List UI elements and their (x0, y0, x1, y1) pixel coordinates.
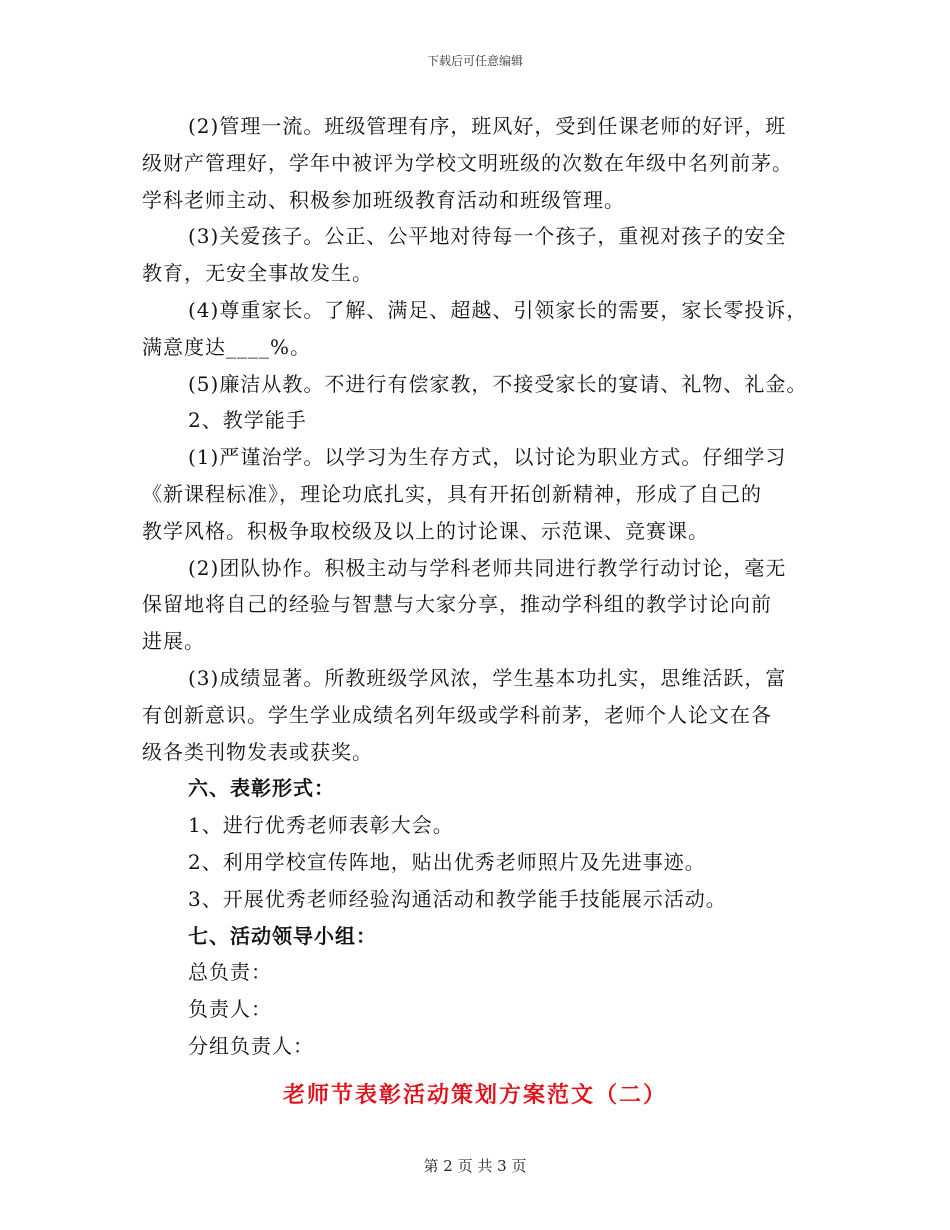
paragraph-line: (2)团队协作。积极主动与学科老师共同进行教学行动讨论，毫无 (188, 555, 787, 580)
list-item: 负责人： (188, 997, 272, 1022)
paragraph-line: (1)严谨治学。以学习为生存方式，以讨论为职业方式。仔细学习 (188, 445, 787, 470)
subsection-heading: 2、教学能手 (188, 408, 307, 433)
section-heading: 六、表彰形式： (188, 776, 335, 801)
list-item: 分组负责人： (188, 1033, 314, 1058)
paragraph-line: 《新课程标准》，理论功底扎实，具有开拓创新精神，形成了自己的 (142, 481, 762, 506)
paragraph-line: (4)尊重家长。了解、满足、超越、引领家长的需要，家长零投诉， (188, 297, 808, 322)
list-item: 3、开展优秀老师经验沟通活动和教学能手技能展示活动。 (188, 886, 727, 911)
list-item: 总负责： (188, 960, 272, 985)
header-note: 下载后可任意编辑 (426, 54, 523, 68)
paragraph-line: (3)关爱孩子。公正、公平地对待每一个孩子，重视对孩子的安全 (188, 224, 787, 249)
paragraph-line: (5)廉洁从教。不进行有偿家教，不接受家长的宴请、礼物、礼金。 (188, 371, 808, 396)
list-item: 2、利用学校宣传阵地，贴出优秀老师照片及先进事迹。 (188, 849, 706, 874)
paragraph-line: 学科老师主动、积极参加班级教育活动和班级管理。 (142, 187, 625, 212)
list-item: 1、进行优秀老师表彰大会。 (188, 813, 454, 838)
section-title: 老师节表彰活动策划方案范文（二） (282, 1082, 667, 1108)
section-heading: 七、活动领导小组： (188, 923, 377, 948)
paragraph-line: (3)成绩显著。所教班级学风浓，学生基本功扎实，思维活跃，富 (188, 665, 787, 690)
document-body (142, 108, 832, 1065)
paragraph-line: 级各类刊物发表或获奖。 (142, 739, 373, 764)
paragraph-line: 满意度达____%。 (142, 334, 312, 359)
paragraph-line: 进展。 (142, 629, 205, 654)
paragraph-line: 保留地将自己的经验与智慧与大家分享，推动学科组的教学讨论向前 (142, 592, 772, 617)
paragraph-line: 教育，无安全事故发生。 (142, 261, 373, 286)
page-footer: 第 2 页 共 3 页 (423, 1157, 527, 1175)
paragraph-line: (2)管理一流。班级管理有序，班风好，受到任课老师的好评，班 (188, 114, 787, 138)
paragraph-line: 级财产管理好，学年中被评为学校文明班级的次数在年级中名列前茅。 (142, 150, 793, 175)
paragraph-line: 有创新意识。学生学业成绩名列年级或学科前茅，老师个人论文在各 (142, 702, 772, 727)
paragraph-line: 教学风格。积极争取校级及以上的讨论课、示范课、竞赛课。 (142, 518, 709, 543)
